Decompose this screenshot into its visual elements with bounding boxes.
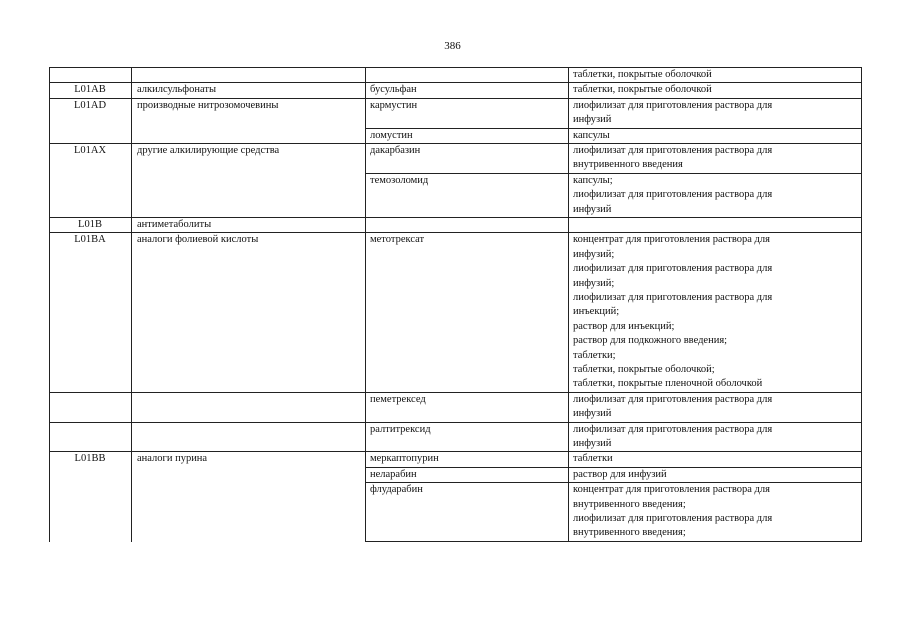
drug-name: пеметрексед <box>370 393 426 405</box>
group-name: алкилсульфонаты <box>137 84 216 96</box>
dosage-forms <box>573 174 853 217</box>
dosage-form-line: таблетки <box>573 453 613 465</box>
dosage-forms <box>573 452 853 466</box>
dosage-form-line: таблетки, покрытые оболочкой; <box>573 364 715 376</box>
atc-code: L01BA <box>74 234 106 246</box>
dosage-form-line: внутривенного введения; <box>573 498 686 510</box>
group-name: аналоги пурина <box>137 453 208 465</box>
page-number: 386 <box>444 40 461 52</box>
dosage-form-line: инфузий <box>573 114 612 126</box>
dosage-forms <box>573 99 853 128</box>
group-name: другие алкилирующие средства <box>137 145 280 156</box>
dosage-form-line: лиофилизат для приготовления раствора для <box>573 99 773 111</box>
dosage-form-line: лиофилизат для приготовления раствора для <box>573 145 773 156</box>
dosage-form-line: капсулы <box>573 129 610 141</box>
atc-code: L01BB <box>74 453 106 465</box>
atc-code: L01AD <box>73 99 107 111</box>
dosage-form-line: инфузий; <box>573 277 615 289</box>
dosage-forms <box>573 423 853 452</box>
dosage-form-line: таблетки, покрытые оболочкой <box>573 84 712 96</box>
drug-name: кармустин <box>370 99 418 111</box>
column-divider <box>861 67 862 542</box>
drug-name: меркаптопурин <box>370 453 439 465</box>
group-name: производные нитрозомочевины <box>137 99 279 111</box>
dosage-form-line: таблетки, покрытые оболочкой <box>573 69 712 80</box>
dosage-form-line: раствор для инфузий <box>573 468 667 480</box>
dosage-forms <box>573 83 853 97</box>
dosage-form-line: лиофилизат для приготовления раствора для <box>573 513 773 524</box>
dosage-form-line: лиофилизат для приготовления раствора для <box>573 423 773 435</box>
dosage-form-line: таблетки; <box>573 349 616 361</box>
drug-name: флударабин <box>370 484 423 496</box>
drug-name: бусульфан <box>370 84 417 96</box>
column-divider <box>131 67 132 542</box>
drug-name: дакарбазин <box>370 145 421 156</box>
column-divider <box>365 67 366 542</box>
column-divider <box>49 67 50 542</box>
dosage-form-line: лиофилизат для приготовления раствора для <box>573 393 773 405</box>
dosage-forms <box>573 233 853 391</box>
dosage-form-line: внутривенного введения <box>573 159 683 171</box>
dosage-form-line: капсулы; <box>573 174 613 186</box>
dosage-forms <box>573 68 853 82</box>
dosage-form-line: внутривенного введения; <box>573 527 686 539</box>
dosage-form-line: раствор для подкожного введения; <box>573 335 728 347</box>
dosage-form-line: раствор для инъекций; <box>573 320 675 332</box>
atc-code: L01AX <box>73 145 107 156</box>
dosage-forms <box>573 393 853 422</box>
dosage-form-line: инфузий <box>573 203 612 215</box>
table-bottom-border <box>365 541 862 542</box>
dosage-form-line: инфузий <box>573 408 612 420</box>
dosage-form-line: концентрат для приготовления раствора для <box>573 234 770 246</box>
atc-code: L01AB <box>74 84 106 96</box>
dosage-forms <box>573 483 853 541</box>
dosage-forms <box>573 144 853 173</box>
dosage-form-line: лиофилизат для приготовления раствора для <box>573 189 773 201</box>
dosage-form-line: инфузий <box>573 438 612 449</box>
drug-name: ралтитрексид <box>370 423 431 435</box>
drug-name: метотрексат <box>370 234 425 246</box>
atc-code: L01B <box>78 219 102 230</box>
dosage-form-line: таблетки, покрытые пленочной оболочкой <box>573 378 763 390</box>
dosage-form-line: лиофилизат для приготовления раствора для <box>573 263 773 275</box>
dosage-form-line: концентрат для приготовления раствора для <box>573 484 770 496</box>
dosage-form-line: инфузий; <box>573 248 615 260</box>
dosage-form-line: инъекций; <box>573 306 620 318</box>
group-name: антиметаболиты <box>137 219 212 230</box>
group-name: аналоги фолиевой кислоты <box>137 234 259 246</box>
dosage-forms <box>573 468 853 482</box>
column-divider <box>568 67 569 542</box>
drug-name: ломустин <box>370 129 413 141</box>
drug-table <box>49 67 861 547</box>
drug-name: неларабин <box>370 468 417 480</box>
dosage-form-line: лиофилизат для приготовления раствора для <box>573 292 773 304</box>
dosage-forms <box>573 129 853 143</box>
drug-name: темозоломид <box>370 174 429 186</box>
